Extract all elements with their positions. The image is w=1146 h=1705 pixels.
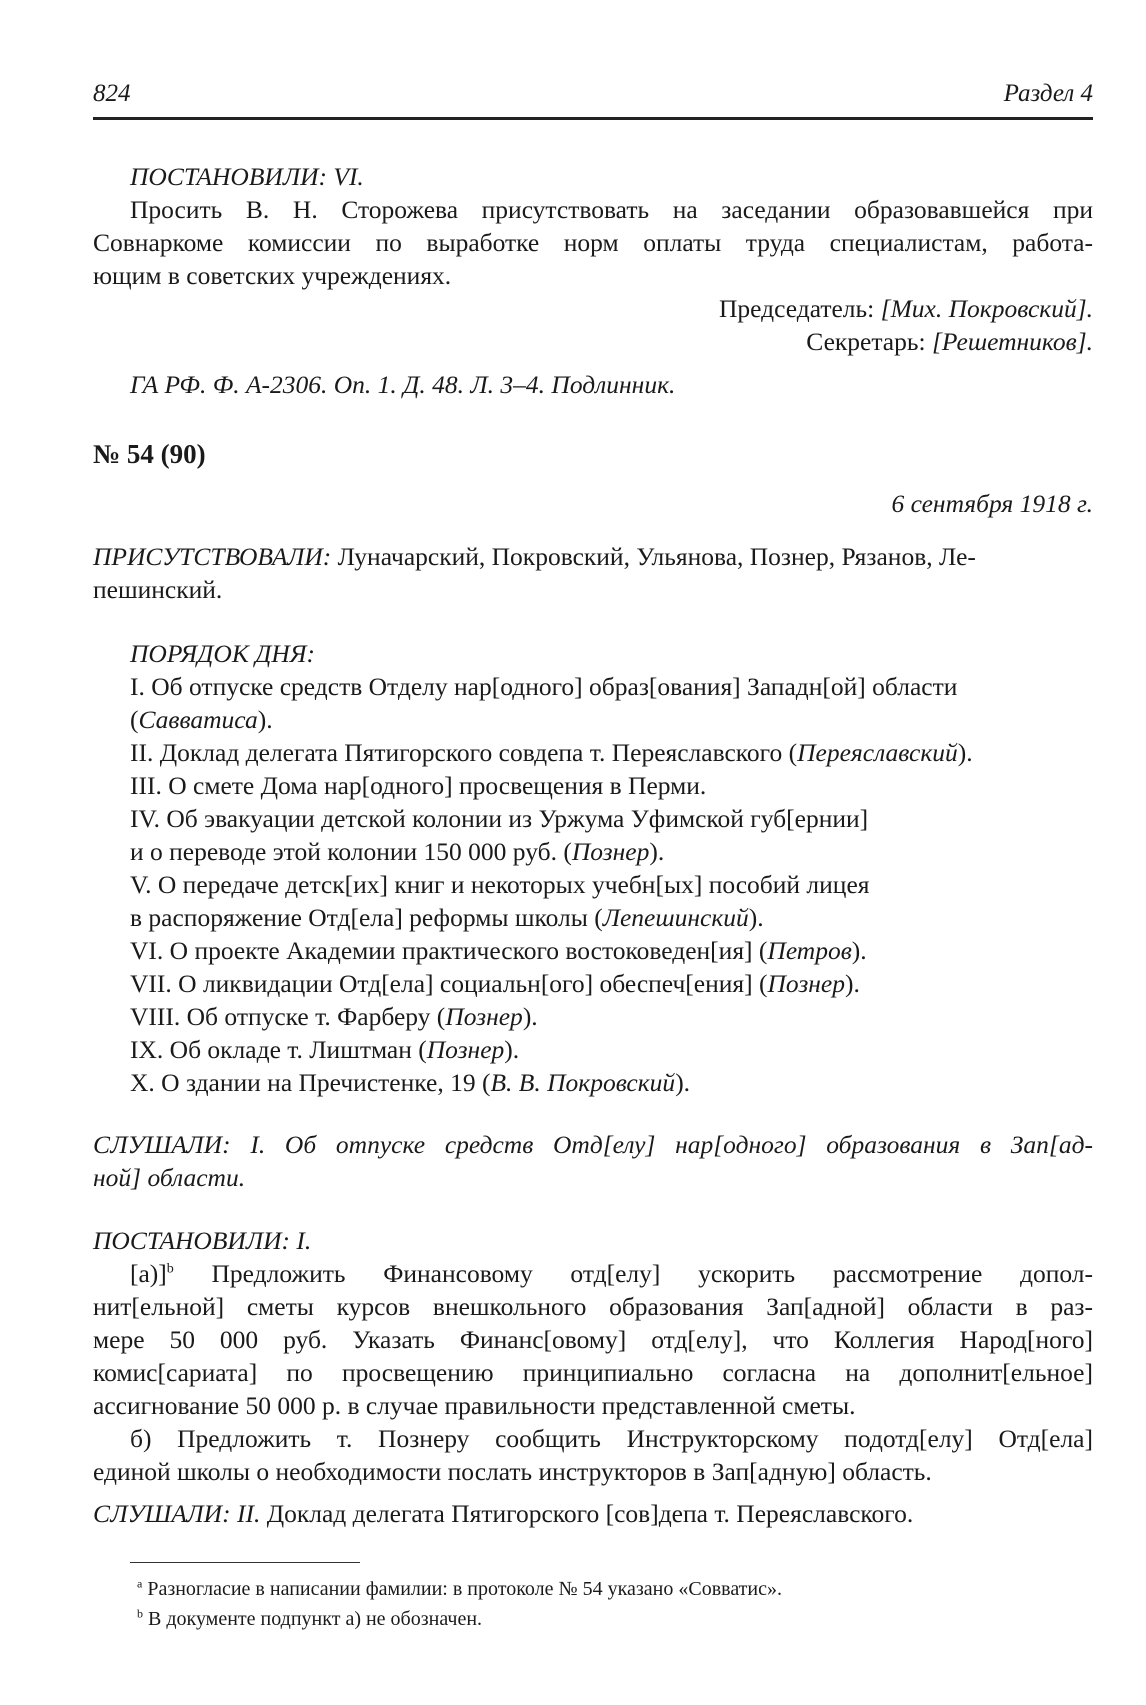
resolution-i-a: $[а)]^b$ Предложить Финансовому отд[елу] ускорить рассмотрение допол- — [130, 1259, 1093, 1288]
resolution-i-a-line: ассигнование 50 000 р. в случае правильности представленной сметы. — [93, 1391, 856, 1420]
agenda-item: VIII. Об отпуске т. Фарберу (Познер). — [130, 1002, 538, 1031]
secretary-name: [Решетников]. — [931, 327, 1093, 356]
heard-ii — [93, 1497, 913, 1530]
secretary-label: Секретарь: — [806, 327, 926, 356]
running-header — [93, 76, 1093, 116]
resolution-i-a-line: комис[сариата] по просвещению принципиально согласна на дополнит[ельное] — [93, 1358, 1093, 1387]
protocol-number: № 54 (90) — [93, 439, 206, 469]
heard-i: СЛУШАЛИ: I. Об отпуске средств Отд[елу] нар[одного] образования в Зап[ад- — [93, 1130, 1093, 1159]
agenda-item: IV. Об эвакуации детской колонии из Уржума Уфимской губ[ернии] — [130, 804, 869, 833]
agenda-item: I. Об отпуске средств Отделу нар[одного] образ[ования] Западн[ой] области — [130, 672, 958, 701]
attendees-cont: пешинский. — [93, 575, 223, 604]
agenda-speaker: Петров — [767, 936, 852, 965]
footnote-ref-b: b — [166, 1261, 174, 1277]
heard-ii-label: СЛУШАЛИ: II. — [93, 1499, 261, 1528]
attendees-list: Луначарский, Покровский, Ульянова, Познер, Рязанов, Ле- — [331, 542, 976, 571]
footnote-b: $^b$ В документе подпункт а) не обозначен. — [137, 1606, 483, 1630]
agenda-item-cont: и о переводе этой колонии 150 000 руб. (Познер). — [130, 837, 665, 866]
agenda-item: VI. О проекте Академии практического востоковеден[ия] (Петров). — [130, 936, 867, 965]
footnote-mark: a — [137, 1576, 143, 1591]
chairman-name: [Мих. Покровский]. — [880, 294, 1093, 323]
resolution-i-b: б) Предложить т. Познеру сообщить Инструкторскому подотд[елу] Отд[ела] — [130, 1424, 1093, 1453]
footnote-rule — [130, 1562, 360, 1563]
resolution-i-b-line: единой школы о необходимости послать инструкторов в Зап[адную] область. — [93, 1457, 932, 1486]
resolution-vi-line: ющим в советских учреждениях. — [93, 261, 452, 290]
heard-ii-text: Доклад делегата Пятигорского [сов]депа т. Переяславского. — [260, 1499, 914, 1528]
agenda-speaker: Познер — [445, 1002, 523, 1031]
agenda-speaker: Познер — [426, 1035, 505, 1064]
resolution-vi-line: Просить В. Н. Сторожева присутствовать на заседании образовавшейся при — [130, 195, 1093, 224]
agenda-speaker: В. В. Покровский — [490, 1068, 676, 1097]
agenda-speaker: Познер — [767, 969, 845, 998]
resolution-vi-line: Совнаркоме комиссии по выработке норм оплаты труда специалистам, работа- — [93, 228, 1093, 257]
archive-reference: ГА РФ. Ф. А-2306. Оп. 1. Д. 48. Л. 3–4. Подлинник. — [130, 370, 676, 399]
resolution-vi-heading: ПОСТАНОВИЛИ: VI. — [130, 162, 364, 191]
agenda-item: III. О смете Дома нар[одного] просвещения в Перми. — [130, 771, 707, 800]
agenda-item: V. О передаче детск[их] книг и некоторых учебн[ых] пособий лицея — [130, 870, 870, 899]
chairman-label: Председатель: — [718, 294, 875, 323]
agenda-speaker: Познер — [571, 837, 650, 866]
secretary-signature — [806, 325, 1093, 358]
agenda-speaker: Переяславский — [797, 738, 958, 767]
attendees — [93, 540, 976, 573]
heard-i-cont: ной] области. — [93, 1163, 246, 1192]
agenda-item: X. О здании на Пречистенке, 19 (В. В. Покровский). — [130, 1068, 691, 1097]
page-number: 824 — [93, 80, 131, 107]
footnote-mark: b — [137, 1606, 143, 1621]
header-rule — [93, 117, 1093, 120]
chairman-signature — [719, 292, 1093, 325]
resolution-i-a-line: нит[ельной] сметы курсов внешкольного образования Зап[адной] области в раз- — [93, 1292, 1093, 1321]
section-title: Раздел 4 — [1003, 80, 1093, 107]
attendees-label: ПРИСУТСТВОВАЛИ: — [93, 542, 332, 571]
resolution-i-a-line: мере 50 000 руб. Указать Финанс[овому] отд[елу], что Коллегия Народ[ного] — [93, 1325, 1093, 1354]
footnote-a: $^a$ Разногласие в написании фамилии: в протоколе № 54 указано «Совватис». — [137, 1576, 782, 1600]
agenda-speaker: Лепешинский — [602, 903, 749, 932]
agenda-item-cont: в распоряжение Отд[ела] реформы школы (Лепешинский). — [130, 903, 764, 932]
agenda-item: IX. Об окладе т. Лиштман (Познер). — [130, 1035, 520, 1064]
agenda-heading: ПОРЯДОК ДНЯ: — [130, 639, 316, 668]
resolution-i-heading: ПОСТАНОВИЛИ: I. — [93, 1226, 312, 1255]
agenda-item: II. Доклад делегата Пятигорского совдепа т. Переяславского (Переяславский). — [130, 738, 973, 767]
protocol-date: 6 сентября 1918 г. — [891, 489, 1093, 518]
agenda-item: VII. О ликвидации Отд[ела] социальн[ого] обеспеч[ения] (Познер). — [130, 969, 860, 998]
agenda-item-cont: (Савватиса). — [130, 705, 273, 734]
agenda-speaker: Савватиса — [138, 705, 258, 734]
